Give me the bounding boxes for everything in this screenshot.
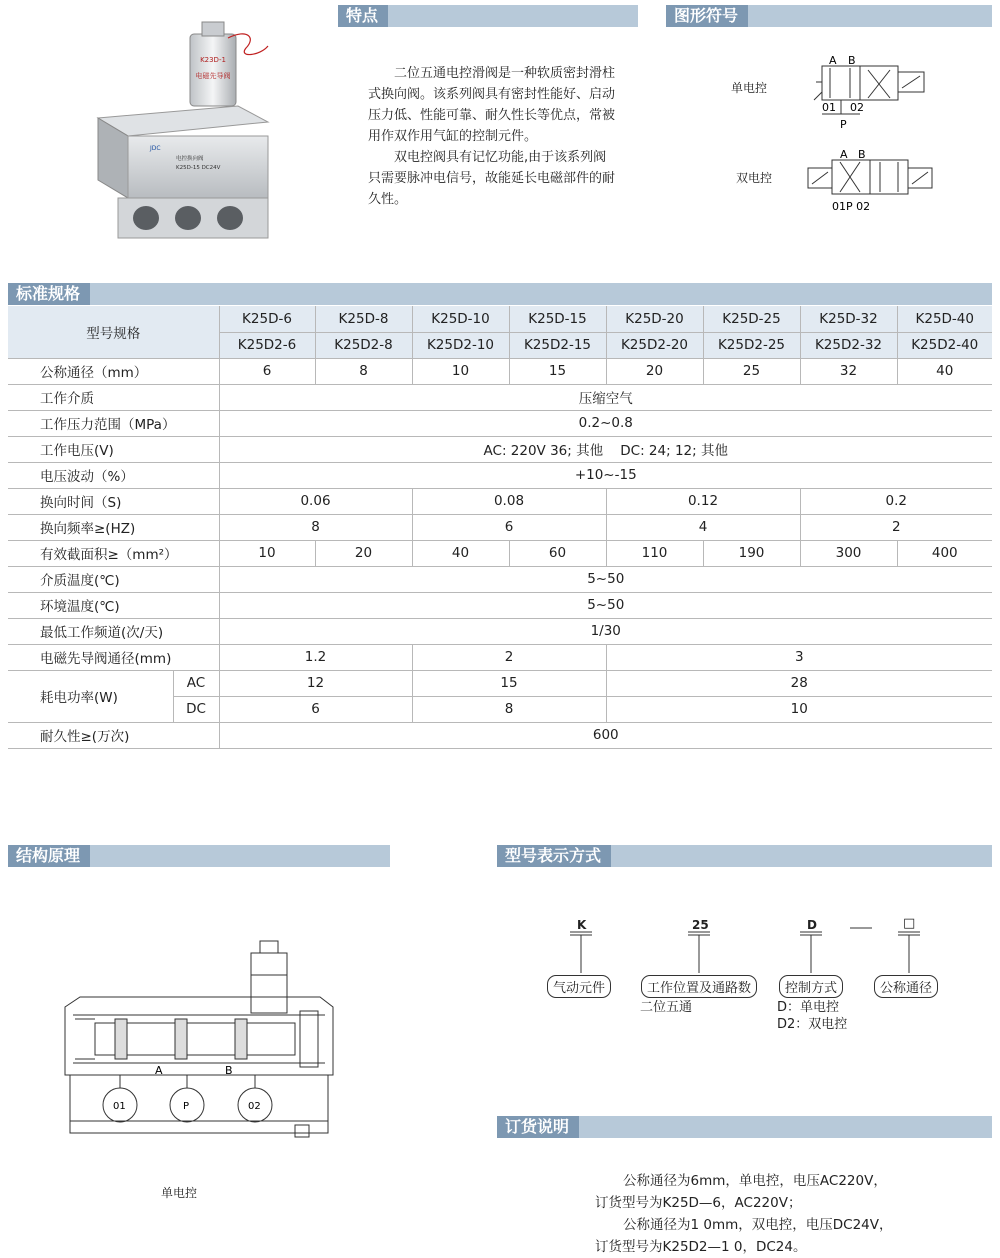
model-cell: K25D-40 (897, 306, 992, 332)
table-cell: 5~50 (219, 566, 992, 592)
features-paragraph-1: 二位五通电控滑阀是一种软质密封滑柱式换向阀。该系列阀具有密封性能好、启动压力低、性能可靠、耐久性长等优点，常被用作双作用气缸的控制元件。 (368, 66, 616, 144)
code-25: 25 (692, 918, 709, 932)
product-model-label: K25D-15 DC24V (176, 165, 221, 171)
table-cell: 2 (412, 644, 606, 670)
spec-table (8, 306, 992, 749)
sub-position-ports: 二位五通 (640, 1000, 693, 1015)
double-control-symbol (806, 144, 936, 214)
table-row (8, 722, 992, 748)
model-cell: K25D-20 (606, 306, 703, 332)
symbol-port-02: 02 (850, 101, 864, 114)
model-cell: K25D-25 (703, 306, 800, 332)
table-cell: 300 (800, 540, 897, 566)
structure-port-02: 02 (248, 1101, 261, 1112)
row-label: 工作电压(V) (8, 436, 219, 462)
specs-header (8, 283, 992, 305)
symbols-header (666, 5, 992, 27)
label-control-mode: 控制方式 (779, 975, 843, 998)
sub-control-single: D：单电控 (777, 1000, 840, 1015)
model-code-title: 型号表示方式 (497, 845, 611, 867)
table-cell: 6 (412, 514, 606, 540)
symbol-port-01: 01 (822, 101, 836, 114)
table-cell: 10 (606, 696, 992, 722)
product-image (78, 18, 278, 246)
model-code-header (497, 845, 992, 867)
coil-label-2: 电磁先导阀 (195, 72, 231, 80)
model-cell: K25D-8 (315, 306, 412, 332)
table-cell: 190 (703, 540, 800, 566)
model-header-cell: 型号规格 (8, 306, 219, 358)
table-cell: 20 (315, 540, 412, 566)
sub-control-double: D2：双电控 (777, 1017, 848, 1032)
row-label: 环境温度(℃) (8, 592, 219, 618)
model-code-lines (540, 915, 960, 980)
ordering-line-3: 公称通径为1 0mm，双电控，电压DC24V， (623, 1217, 893, 1233)
table-cell: 0.2 (800, 488, 992, 514)
row-sublabel: AC (173, 670, 219, 696)
row-label: 工作介质 (8, 384, 219, 410)
model-cell: K25D2-32 (800, 332, 897, 358)
symbols-title: 图形符号 (666, 5, 748, 27)
table-row (8, 592, 992, 618)
symbol-port-p: P (840, 118, 847, 131)
double-control-label: 双电控 (736, 171, 773, 185)
double-symbol-port-a: A (840, 148, 848, 161)
row-label: 耐久性≥(万次) (8, 722, 219, 748)
row-label: 公称通径（mm） (8, 358, 219, 384)
table-cell: 6 (219, 358, 315, 384)
table-row (8, 358, 992, 384)
structure-port-a: A (155, 1064, 163, 1077)
model-cell: K25D-6 (219, 306, 315, 332)
table-cell: 25 (703, 358, 800, 384)
double-symbol-port-b: B (858, 148, 866, 161)
table-row (8, 306, 992, 332)
table-row (8, 566, 992, 592)
table-row (8, 670, 992, 696)
table-cell: 12 (219, 670, 412, 696)
structure-title: 结构原理 (8, 845, 90, 867)
table-cell: AC: 220V 36; 其他 DC: 24; 12; 其他 (219, 436, 992, 462)
features-paragraph-2: 双电控阀具有记忆功能,由于该系列阀只需要脉冲电信号，故能延长电磁部件的耐久性。 (368, 150, 616, 207)
ordering-header (497, 1116, 992, 1138)
table-cell: 32 (800, 358, 897, 384)
table-cell: 6 (219, 696, 412, 722)
table-row (8, 514, 992, 540)
label-position-ports: 工作位置及通路数 (641, 975, 757, 998)
table-row (8, 488, 992, 514)
row-label: 换向频率≥(HZ) (8, 514, 219, 540)
model-cell: K25D2-25 (703, 332, 800, 358)
structure-port-01: 01 (113, 1101, 126, 1112)
label-nominal-bore: 公称通径 (874, 975, 938, 998)
product-name-label: 电控换向阀 (176, 156, 204, 162)
table-cell: 1/30 (219, 618, 992, 644)
table-cell: 1.2 (219, 644, 412, 670)
table-cell: 压缩空气 (219, 384, 992, 410)
model-cell: K25D-10 (412, 306, 509, 332)
symbol-port-b: B (848, 54, 856, 67)
model-cell: K25D2-20 (606, 332, 703, 358)
single-control-symbol (810, 52, 940, 132)
model-cell: K25D2-10 (412, 332, 509, 358)
table-row (8, 410, 992, 436)
table-cell: 15 (412, 670, 606, 696)
single-control-label: 单电控 (731, 81, 768, 95)
model-cell: K25D2-8 (315, 332, 412, 358)
table-cell: 5~50 (219, 592, 992, 618)
code-box: □ (903, 916, 916, 931)
row-label: 有效截面积≥（mm²） (8, 540, 219, 566)
code-d: D (807, 918, 817, 932)
model-cell: K25D-32 (800, 306, 897, 332)
table-cell: 15 (509, 358, 606, 384)
structure-header (8, 845, 390, 867)
table-cell: 4 (606, 514, 800, 540)
features-title: 特点 (338, 5, 388, 27)
table-cell: +10~-15 (219, 462, 992, 488)
table-cell: 40 (412, 540, 509, 566)
table-row (8, 436, 992, 462)
structure-port-p: P (183, 1101, 190, 1112)
features-header (338, 5, 638, 27)
ordering-title: 订货说明 (497, 1116, 579, 1138)
model-cell: K25D2-6 (219, 332, 315, 358)
row-label: 最低工作频道(次/天) (8, 618, 219, 644)
product-brand-label: JDC (150, 145, 161, 152)
table-cell: 10 (412, 358, 509, 384)
table-cell: 8 (315, 358, 412, 384)
table-cell: 3 (606, 644, 992, 670)
table-cell: 8 (219, 514, 412, 540)
table-cell: 40 (897, 358, 992, 384)
structure-drawing (55, 935, 345, 1160)
row-label: 电压波动（%） (8, 462, 219, 488)
symbol-port-a: A (829, 54, 837, 67)
ordering-line-1: 公称通径为6mm，单电控，电压AC220V， (623, 1173, 887, 1189)
specs-title: 标准规格 (8, 283, 90, 305)
table-cell: 0.12 (606, 488, 800, 514)
table-cell: 0.08 (412, 488, 606, 514)
table-cell: 0.2~0.8 (219, 410, 992, 436)
row-label: 介质温度(℃) (8, 566, 219, 592)
row-label: 工作压力范围（MPa） (8, 410, 219, 436)
row-sublabel: DC (173, 696, 219, 722)
model-cell: K25D2-15 (509, 332, 606, 358)
model-cell: K25D2-40 (897, 332, 992, 358)
table-cell: 60 (509, 540, 606, 566)
table-cell: 600 (219, 722, 992, 748)
ordering-line-2: 订货型号为K25D—6，AC220V； (595, 1195, 802, 1211)
table-row (8, 644, 992, 670)
table-row (8, 618, 992, 644)
structure-port-b: B (225, 1064, 233, 1077)
table-cell: 0.06 (219, 488, 412, 514)
table-row (8, 462, 992, 488)
table-cell: 2 (800, 514, 992, 540)
model-cell: K25D-15 (509, 306, 606, 332)
table-row (8, 384, 992, 410)
ordering-text (595, 1170, 893, 1258)
ordering-line-4: 订货型号为K25D2—1 0，DC24。 (595, 1239, 807, 1255)
row-label: 耗电功率(W) (8, 670, 173, 722)
double-symbol-bottom-ports: 01P 02 (832, 200, 871, 213)
table-cell: 28 (606, 670, 992, 696)
features-text (368, 63, 616, 210)
table-cell: 400 (897, 540, 992, 566)
table-cell: 110 (606, 540, 703, 566)
structure-caption: 单电控 (161, 1186, 198, 1200)
row-label: 换向时间（S) (8, 488, 219, 514)
coil-label: K23D-1 (200, 56, 226, 64)
code-k: K (577, 918, 587, 932)
row-label: 电磁先导阀通径(mm) (8, 644, 219, 670)
label-pneumatic: 气动元件 (547, 975, 611, 998)
table-cell: 20 (606, 358, 703, 384)
table-cell: 8 (412, 696, 606, 722)
table-row (8, 540, 992, 566)
table-cell: 10 (219, 540, 315, 566)
